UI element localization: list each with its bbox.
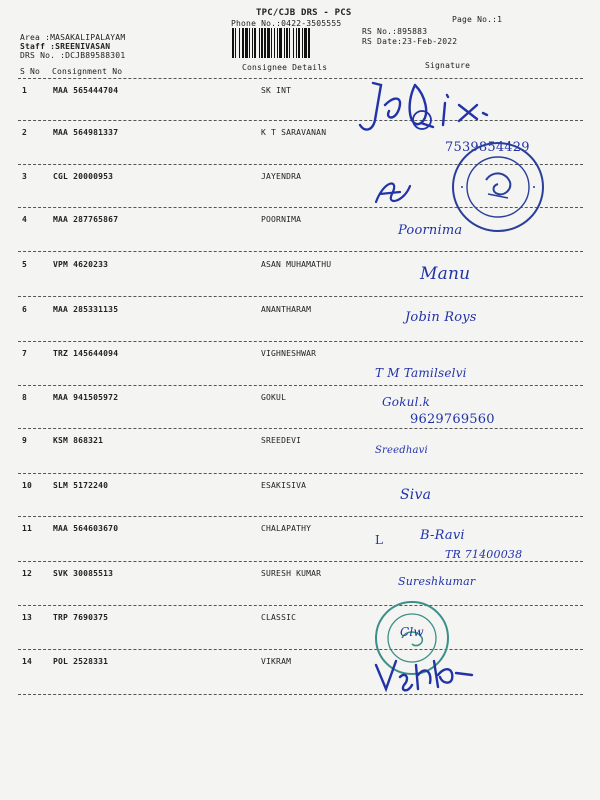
row-consignment-number: MAA 564603670	[53, 524, 119, 533]
row-consignee-name: SURESH KUMAR	[261, 569, 322, 578]
row-consignment-number: SVK 30085513	[53, 569, 114, 578]
page-number: Page No.:1	[452, 15, 503, 24]
row-consignee-name: K T SARAVANAN	[261, 128, 327, 137]
col-signature-header: Signature	[425, 61, 471, 70]
row-consignee-name: POORNIMA	[261, 215, 302, 224]
row-serial-number: 13	[22, 613, 33, 622]
handwritten-row11-phone: TR 71400038	[445, 548, 523, 561]
row-divider	[18, 649, 583, 650]
row-consignee-name: VIKRAM	[261, 657, 292, 666]
row-consignment-number: SLM 5172240	[53, 481, 109, 490]
row-consignee-name: GOKUL	[261, 393, 287, 402]
area-label: Area :MASAKALIPALAYAM	[20, 33, 126, 42]
handwritten-row10: Siva	[400, 487, 432, 503]
row-divider	[18, 561, 583, 562]
row-divider	[18, 296, 583, 297]
row-serial-number: 11	[22, 524, 33, 533]
row-serial-number: 3	[22, 172, 28, 181]
drs-number: DRS No. :DCJB89588301	[20, 51, 126, 60]
handwritten-row5: Manu	[420, 264, 471, 284]
barcode	[230, 28, 358, 58]
row-consignment-number: MAA 285331135	[53, 305, 119, 314]
col-consignment-header: Consignment No	[52, 67, 123, 76]
row-consignee-name: SREEDEVI	[261, 436, 302, 445]
row-consignment-number: POL 2528331	[53, 657, 109, 666]
row-consignee-name: CHALAPATHY	[261, 524, 312, 533]
rs-date: RS Date:23-Feb-2022	[362, 37, 458, 46]
footer-divider	[18, 694, 583, 695]
row-serial-number: 6	[22, 305, 28, 314]
signature-row1	[355, 75, 505, 145]
row-consignee-name: ESAKISIVA	[261, 481, 307, 490]
row-serial-number: 9	[22, 436, 28, 445]
office-seal-stamp	[448, 140, 548, 235]
row-divider	[18, 251, 583, 252]
row-consignment-number: TRZ 145644094	[53, 349, 119, 358]
row-consignee-name: CLASSIC	[261, 613, 297, 622]
row-serial-number: 1	[22, 86, 28, 95]
handwritten-row8-phone: 9629769560	[410, 412, 495, 427]
row-consignment-number: MAA 564981337	[53, 128, 119, 137]
row-consignee-name: VIGHNESHWAR	[261, 349, 317, 358]
row-divider	[18, 473, 583, 474]
handwritten-row9: Sreedhavi	[375, 445, 428, 456]
handwritten-row4: Poornima	[398, 223, 463, 238]
row-serial-number: 4	[22, 215, 28, 224]
handwritten-row12: Sureshkumar	[398, 575, 476, 588]
row-consignee-name: JAYENDRA	[261, 172, 302, 181]
handwritten-row6: Jobin Roys	[405, 310, 477, 325]
row-consignee-name: ANANTHARAM	[261, 305, 312, 314]
row-consignment-number: MAA 941505972	[53, 393, 119, 402]
document-title: TPC/CJB DRS - PCS	[256, 8, 352, 18]
row-consignment-number: MAA 565444704	[53, 86, 119, 95]
row-serial-number: 14	[22, 657, 33, 666]
row-serial-number: 5	[22, 260, 28, 269]
row-consignee-name: ASAN MUHAMATHU	[261, 260, 332, 269]
row-consignment-number: CGL 20000953	[53, 172, 114, 181]
phone-number: Phone No.:0422-3505555	[231, 19, 342, 28]
staff-label: Staff :SREENIVASAN	[20, 42, 111, 51]
col-consignee-header: Consignee Details	[242, 63, 328, 72]
row-divider	[18, 385, 583, 386]
row-divider	[18, 605, 583, 606]
row-divider	[18, 516, 583, 517]
row-consignee-name: SK INT	[261, 86, 292, 95]
handwritten-row7: T M Tamilselvi	[375, 366, 467, 380]
signature-row3	[370, 172, 415, 212]
row-serial-number: 10	[22, 481, 33, 490]
row-consignment-number: MAA 287765867	[53, 215, 119, 224]
col-sno-header: S No	[20, 67, 41, 76]
row-consignment-number: TRP 7690375	[53, 613, 109, 622]
handwritten-row13: Clw	[400, 625, 424, 639]
row-consignment-number: KSM 868321	[53, 436, 104, 445]
handwritten-row11-name: B-Ravi	[420, 528, 465, 543]
row-consignment-number: VPM 4620233	[53, 260, 109, 269]
handwritten-phone-row2: 7539854429	[445, 140, 530, 155]
rs-number: RS No.:895883	[362, 27, 428, 36]
row-serial-number: 12	[22, 569, 33, 578]
row-divider	[18, 341, 583, 342]
row-serial-number: 2	[22, 128, 28, 137]
row-serial-number: 7	[22, 349, 28, 358]
row-divider	[18, 428, 583, 429]
handwritten-row8-name: Gokul.k	[382, 395, 431, 409]
row-serial-number: 8	[22, 393, 28, 402]
